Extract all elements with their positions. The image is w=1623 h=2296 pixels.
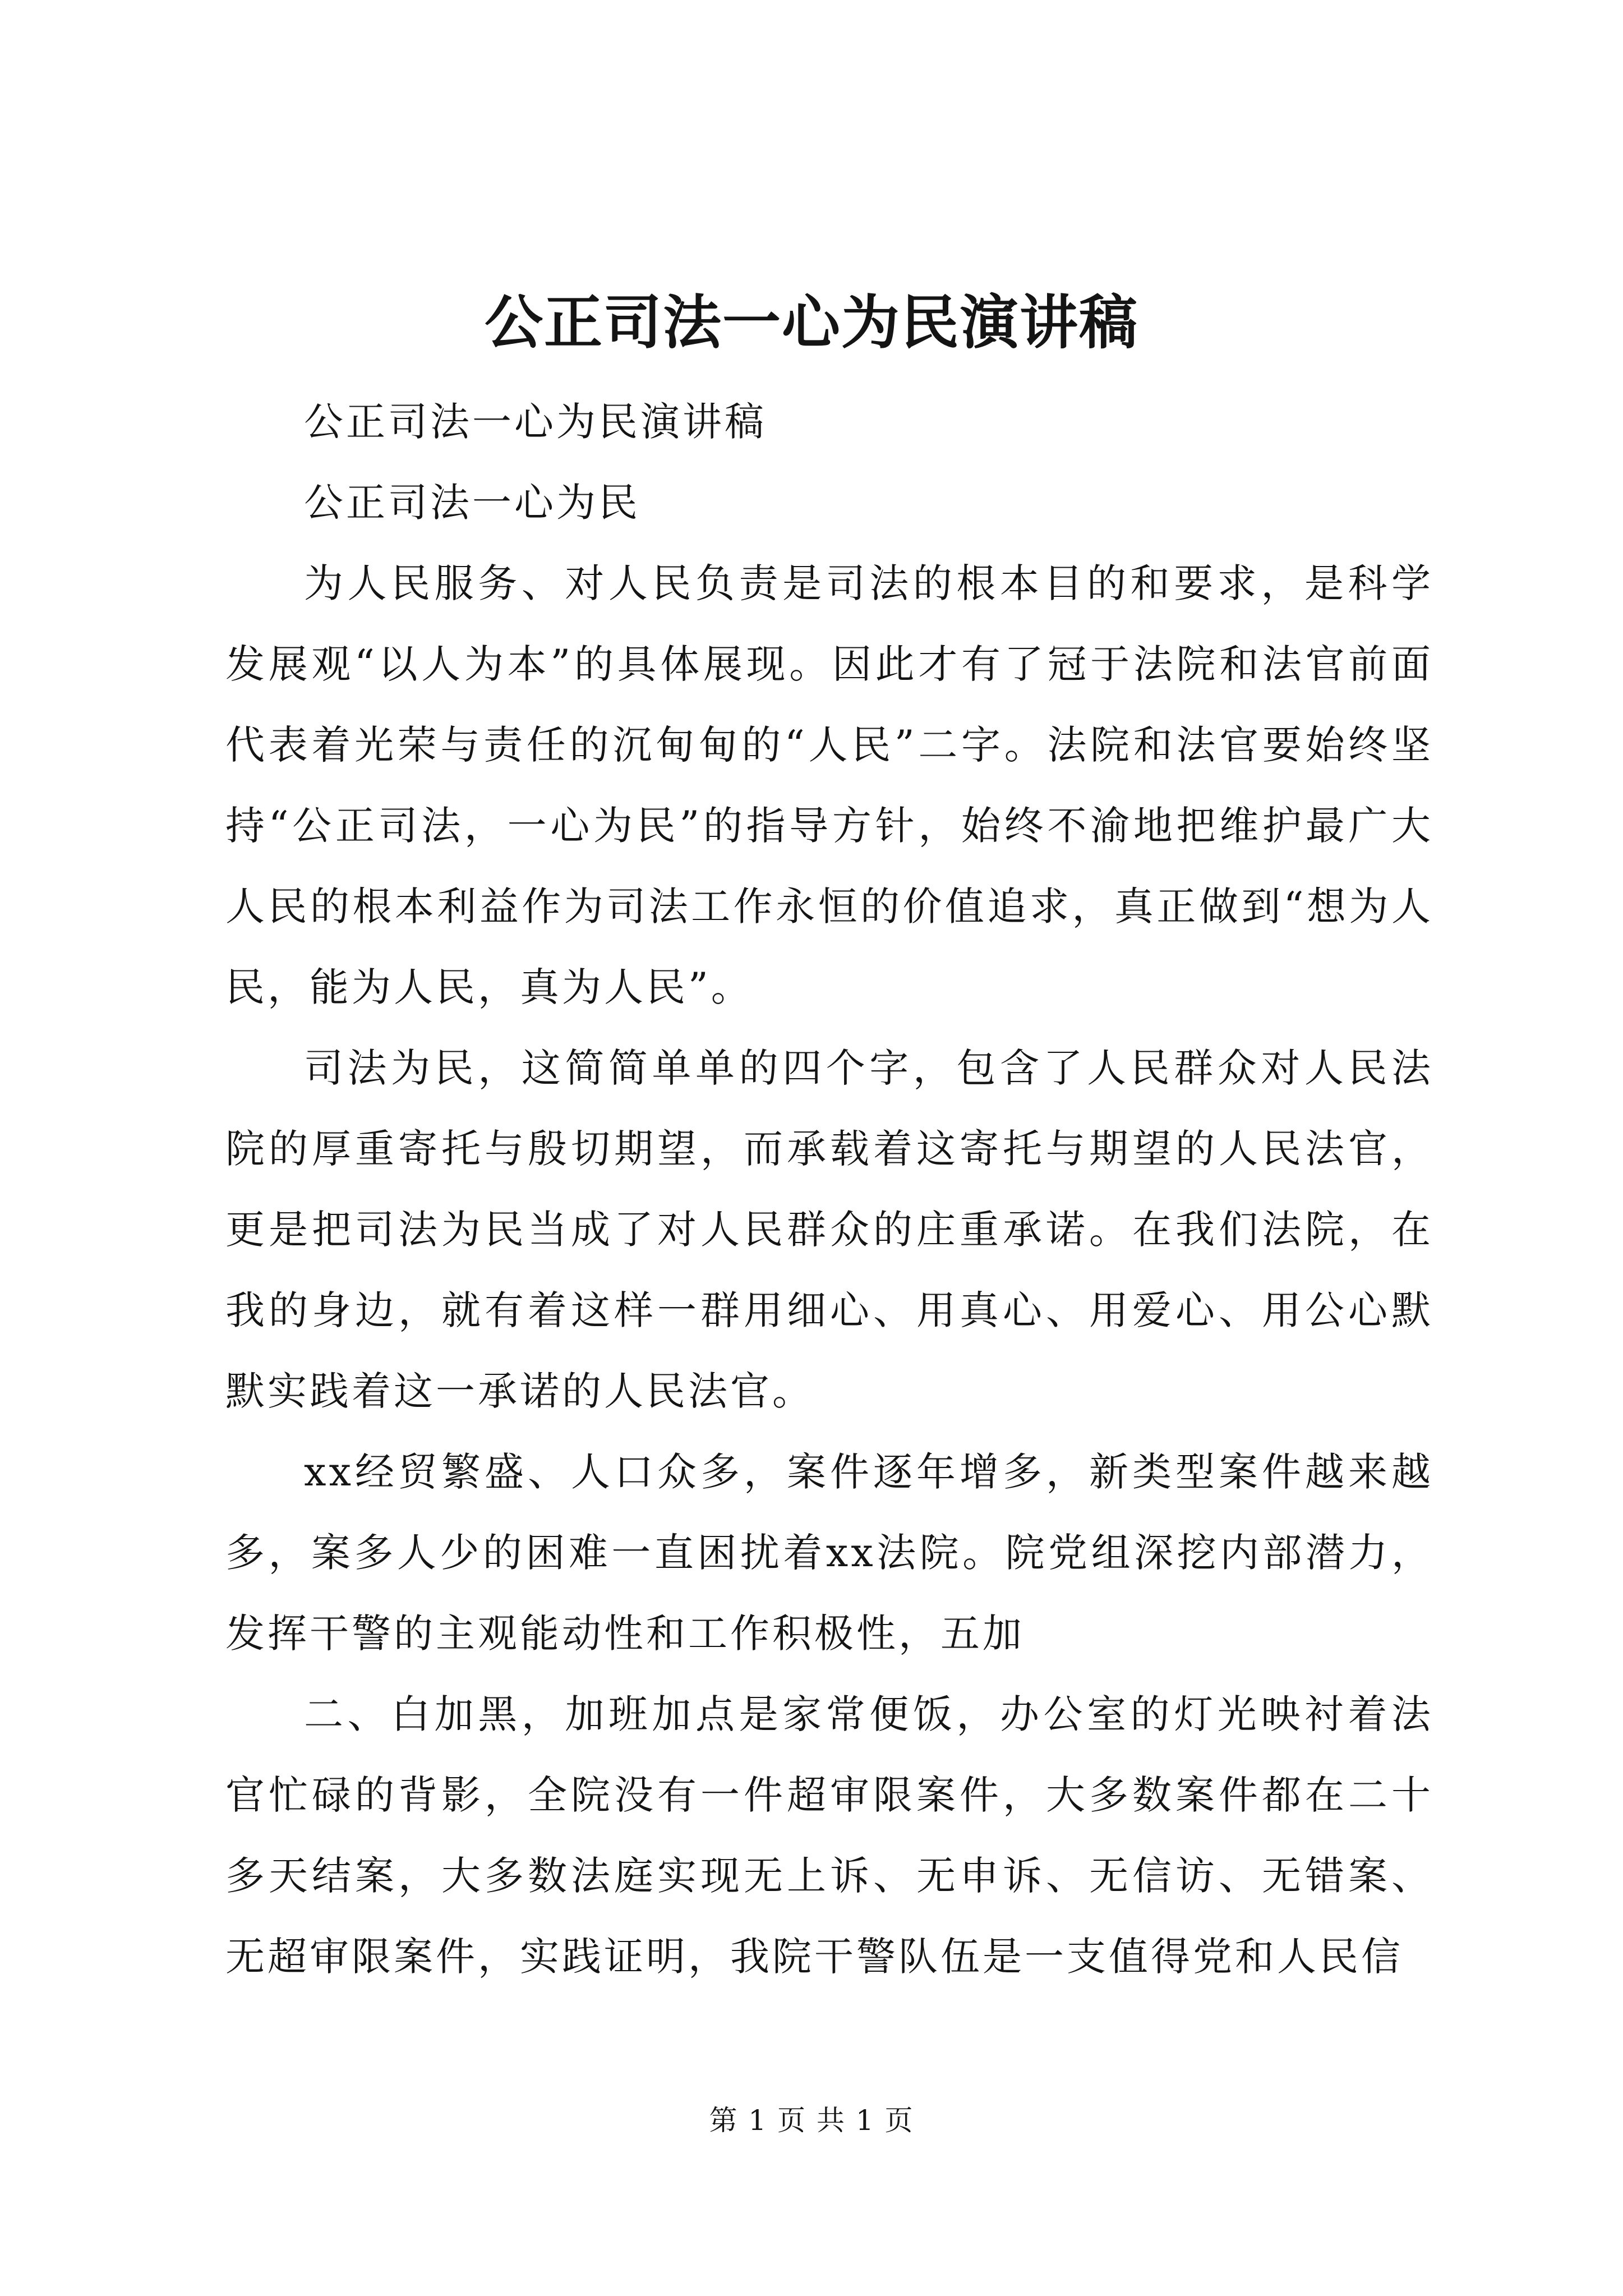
document-title: 公正司法一心为民演讲稿 — [484, 288, 1138, 357]
paragraph-subtitle: 公正司法一心为民演讲稿 — [304, 399, 767, 445]
paragraph: 司法为民，这简简单单的四个字，包含了人民群众对人民法院的厚重寄托与殷切期望，而承载着这寄托与期望的人民法官，更是把司法为民当成了对人民群众的庄重承诺。在我们法院，在我的身边，就有着这样一群用细心、用真心、用爱心、用公心默默实践着这一承诺的人民法官。 — [225, 1045, 1433, 1414]
page-number: 第 1 页 共 1 页 — [709, 2104, 914, 2137]
paragraph: 二、白加黑，加班加点是家常便饭，办公室的灯光映衬着法官忙碌的背影，全院没有一件超审限案件，大多数案件都在二十多天结案，大多数法庭实现无上诉、无申诉、无信访、无错案、无超审限案件，实践证明，我院干警队伍是一支值得党和人民信 — [225, 1691, 1433, 1980]
page-footer — [0, 2101, 1623, 2140]
paragraph: xx经贸繁盛、人口众多，案件逐年增多，新类型案件越来越多，案多人少的困难一直困扰着xx法院。院党组深挖内部潜力，发挥干警的主观能动性和工作积极性，五加 — [225, 1449, 1433, 1657]
document-body — [225, 381, 1433, 1997]
paragraph: 为人民服务、对人民负责是司法的根本目的和要求，是科学发展观“以人为本”的具体展现。因此才有了冠于法院和法官前面代表着光荣与责任的沉甸甸的“人民”二字。法院和法官要始终坚持“公正司法，一心为民”的指导方针，始终不渝地把维护最广大人民的根本利益作为司法工作永恒的价值追求，真正做到“想为人民，能为人民，真为人民”。 — [225, 560, 1433, 1010]
paragraph-heading: 公正司法一心为民 — [304, 480, 640, 526]
